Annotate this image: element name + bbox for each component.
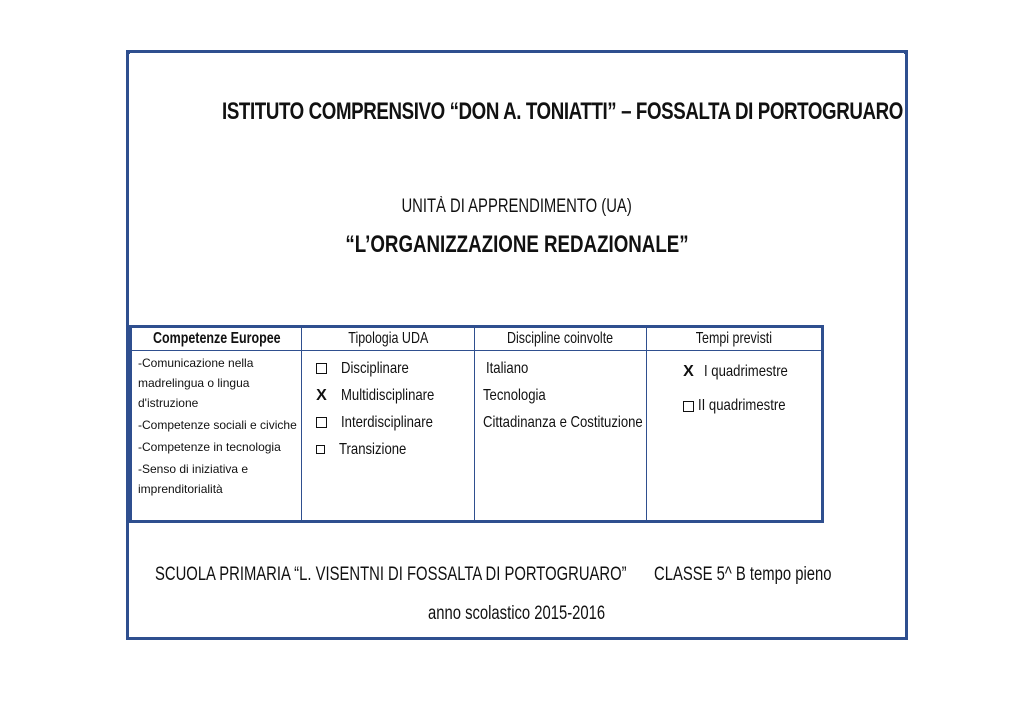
header-tempi (647, 327, 823, 351)
tipologia-option-transizione (316, 436, 474, 463)
discipline-label: Italiano (486, 359, 529, 377)
uda-table (129, 325, 824, 523)
option-label: Multidisciplinare (341, 386, 435, 404)
competenze-cell (131, 351, 302, 522)
table-header-row (131, 327, 823, 351)
competenza-item: -Comunicazione nella madrelingua o lingua d'istruzione (138, 356, 254, 410)
frame-corner (126, 50, 130, 54)
school-year-text: anno scolastico 2015-2016 (428, 603, 606, 624)
option-label: Interdisciplinare (341, 413, 433, 431)
unit-label-text: UNITÀ DI APPRENDIMENTO (UA) (401, 196, 633, 217)
option-label: Transizione (339, 440, 407, 458)
tipologia-option-multidisciplinare (316, 382, 474, 409)
school-name-text: SCUOLA PRIMARIA “L. VISENTNI DI FOSSALTA DI PORTOGRUARO” (155, 564, 627, 585)
checkbox-empty-icon (316, 363, 327, 374)
option-label: I quadrimestre (704, 363, 788, 380)
header-label: Discipline coinvolte (507, 330, 614, 347)
class-info (654, 564, 882, 586)
checkbox-empty-icon (316, 445, 325, 454)
tipologia-option-disciplinare (316, 355, 474, 382)
checked-x-icon: X (316, 386, 327, 404)
unit-title (126, 231, 908, 259)
header-tipologia (302, 327, 475, 351)
checkbox-empty-icon (683, 401, 694, 412)
option-label: Disciplinare (341, 359, 409, 377)
school-year (126, 603, 908, 625)
competenza-item: -Competenze in tecnologia (138, 440, 281, 454)
unit-title-text: “L’ORGANIZZAZIONE REDAZIONALE” (345, 231, 689, 258)
frame-corner (904, 50, 908, 54)
checked-x-icon: X (683, 363, 694, 380)
discipline-item (483, 382, 646, 409)
discipline-item (483, 355, 646, 382)
option-label: II quadrimestre (698, 397, 786, 414)
checkbox-empty-icon (316, 417, 327, 428)
class-info-text: CLASSE 5^ B tempo pieno (654, 564, 832, 585)
discipline-item (483, 409, 646, 436)
header-label: Tipologia UDA (348, 330, 428, 347)
competenza-item: -Competenze sociali e civiche (138, 418, 297, 432)
unit-label (126, 196, 908, 218)
table-row (131, 351, 823, 522)
institute-title-text: ISTITUTO COMPRENSIVO “DON A. TONIATTI” – FOSSALTA DI PORTOGRUARO (222, 98, 903, 125)
tempi-option-secondo (683, 389, 821, 423)
header-discipline (475, 327, 647, 351)
institute-title (126, 98, 908, 126)
discipline-cell (475, 351, 647, 522)
header-label: Competenze Europee (152, 330, 281, 347)
competenza-item: -Senso di iniziativa e imprenditorialità (138, 462, 249, 496)
tempi-cell (647, 351, 823, 522)
discipline-label: Cittadinanza e Costituzione (483, 413, 643, 431)
header-competenze (131, 327, 302, 351)
header-label: Tempi previsti (695, 330, 773, 347)
discipline-label: Tecnologia (483, 386, 546, 404)
tipologia-option-interdisciplinare (316, 409, 474, 436)
tipologia-cell (302, 351, 475, 522)
tempi-option-primo (683, 355, 821, 389)
